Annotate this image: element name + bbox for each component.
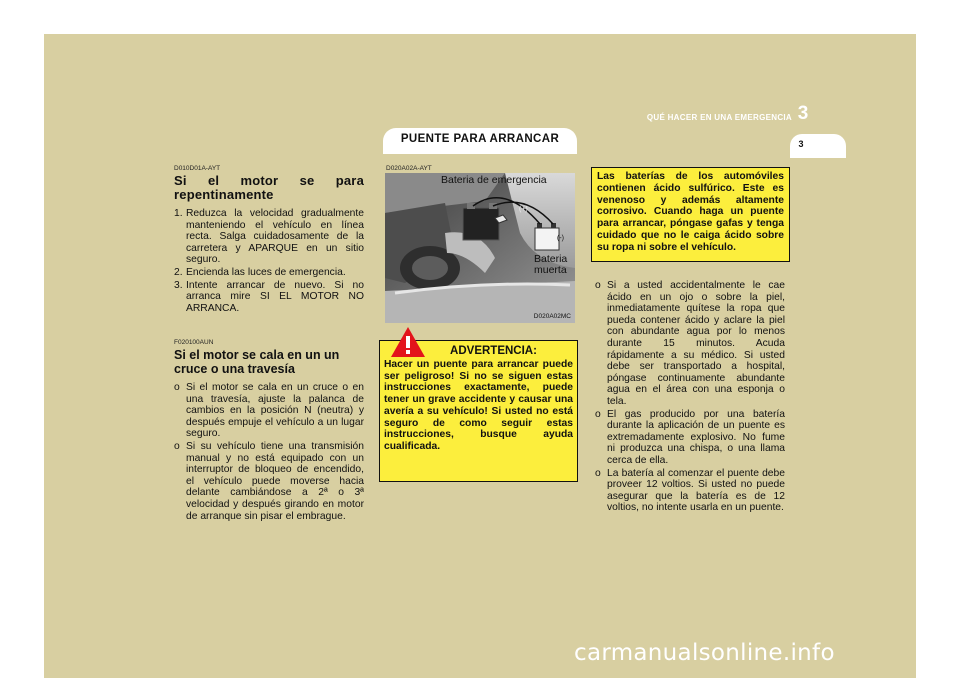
left-column xyxy=(174,165,364,315)
warning-title: ADVERTENCIA: xyxy=(450,345,537,357)
chapter-title: QUÉ HACER EN UNA EMERGENCIA xyxy=(646,113,792,122)
bullet-list xyxy=(595,280,785,514)
engine-bay-illustration xyxy=(385,173,575,323)
section-heading: Si el motor se cala en un un cruce o una travesía xyxy=(174,348,340,376)
right-column xyxy=(595,280,785,515)
list-item: o Si su vehículo tiene una transmisión manual y no está equipado con un interruptor de bloqueo de encendido, el vehículo puede moverse hacia delante cambiándose a 2ª o 3ª velocidad y después girando en motor de arranque sin pisar el embrague. xyxy=(174,440,364,522)
section-title: PUENTE PARA ARRANCAR xyxy=(400,133,560,145)
warning-box xyxy=(379,340,578,482)
watermark-text: carmanualsonline.info xyxy=(574,640,835,666)
list-item: o Si el motor se cala en un cruce o en una travesía, ajuste la palanca de cambios en la posición N (neutra) y después empuje el vehículo a un lugar seguro. xyxy=(174,382,364,440)
minus-terminal-label: (-) xyxy=(557,235,564,242)
jump-start-photo xyxy=(385,173,575,323)
warning-text: Hacer un puente para arrancar puede ser peligroso! Si no se siguen estas instrucciones exactamente, puede tener un grave accidente y causar una avería a su vehículo! Si usted no está seguro de como seguir estas instrucciones, busque ayuda cualificada. xyxy=(384,359,573,452)
figure-code-label: D020A02A-AYT xyxy=(386,165,432,172)
section-code: F020100AUN xyxy=(174,339,214,346)
left-column-lower xyxy=(174,339,364,523)
page-top-margin xyxy=(0,0,960,34)
section-code: D010D01A-AYT xyxy=(174,165,221,172)
list-item: 1. Reduzca la velocidad gradualmente manteniendo el vehículo en línea recta. Salga cuidadosamente de la carretera y APARQUE en un sitio seguro. xyxy=(174,208,364,266)
numbered-list xyxy=(174,208,364,314)
emergency-battery-label: Bateria de emergencia xyxy=(441,174,547,186)
plus-terminal-label: (+) xyxy=(519,206,528,213)
chapter-number: 3 xyxy=(797,103,809,124)
bullet-list xyxy=(174,382,364,522)
list-item: o Si a usted accidentalmente le cae ácido en un ojo o sobre la piel, inmediatamente quítese la ropa que pueda contener ácido y aclare la piel con abundante agua por lo menos durante 15 minutos. Acuda rápidamente a su médico. Si usted debe ser transportado a hospital, póngase continuamente abundante agua en el área con una esponja o tela. xyxy=(595,280,785,407)
section-heading: Si el motor se para repentinamente xyxy=(174,173,364,202)
list-item: o El gas producido por una batería durante la aplicación de un puente es extremadamente explosivo. No fume ni produzca una chispa, o una llama cerca de ella. xyxy=(595,408,785,466)
acid-warning-text: Las baterías de los automóviles contienen ácido sulfúrico. Este es venenoso y además altamente corrosivo. Cuando haga un puente para arrancar, póngase gafas y tenga cuidado que no le caiga ácido sobre su ropa ni sobre el vehículo. xyxy=(597,171,784,253)
acid-warning-box xyxy=(591,167,790,262)
figure-code: D020A02MC xyxy=(533,313,571,320)
dead-battery-label: Bateria muerta xyxy=(534,253,568,276)
warning-triangle-icon xyxy=(390,326,426,358)
list-item: 2. Encienda las luces de emergencia. xyxy=(174,266,346,278)
list-item: 3. Intente arrancar de nuevo. Si no arranca mire SI EL MOTOR NO ARRANCA. xyxy=(174,279,364,314)
list-item: o La batería al comenzar el puente debe proveer 12 voltios. Si usted no puede asegurar que la batería es de 12 voltios, no intente usarla en un puente. xyxy=(595,467,785,514)
page-number: 3 xyxy=(798,139,804,149)
